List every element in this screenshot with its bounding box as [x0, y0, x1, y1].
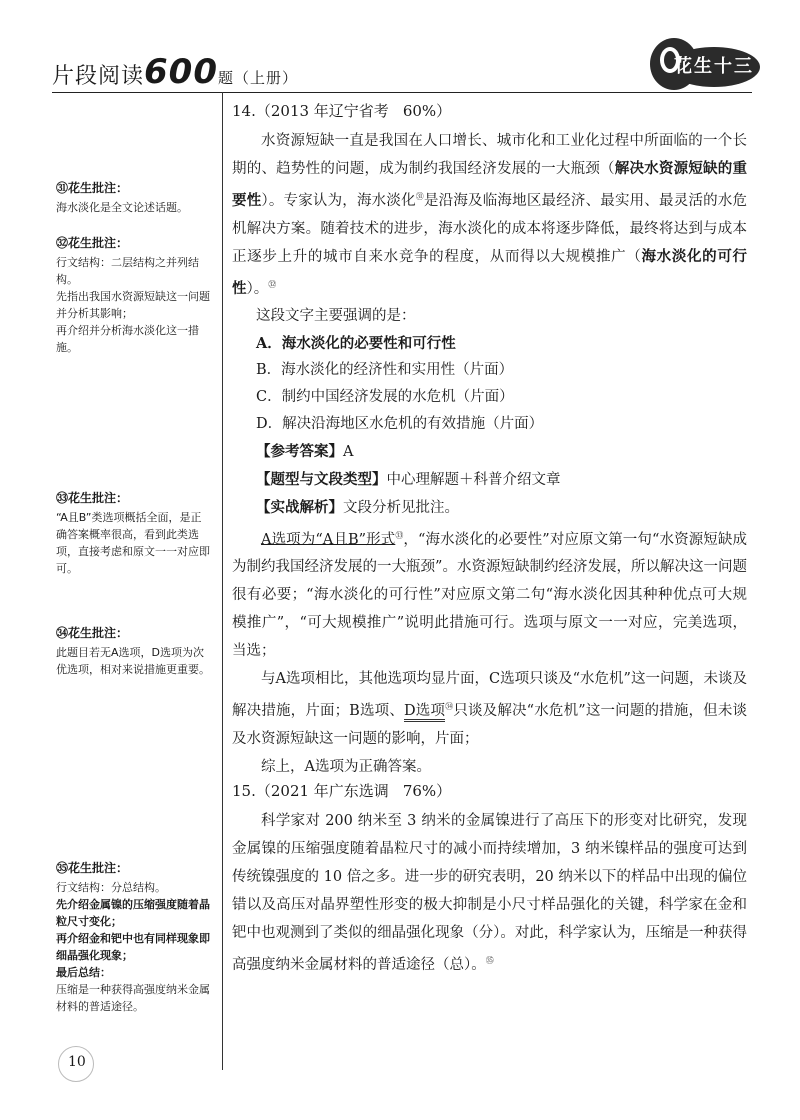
- question-accuracy: 60%）: [402, 102, 452, 120]
- side-note-31: [56, 180, 211, 216]
- note-line: 压缩是一种获得高强度纳米金属材料的普适途径。: [56, 983, 210, 1013]
- note-line: 行文结构：分总结构。: [56, 881, 166, 894]
- analysis-text: ，“海水淡化的必要性”对应原文第一句“水资源短缺成为制约我国经济发展的一大瓶颈”。水资源短缺制约经济发展，所以解决这一问题很有必要；“海水淡化的可行性”对应原文第二句“海水淡化因其种种优点可大规模推广”，“可大规模推广”说明此措施可行。选项与原文一一对应，完美选项，当选；: [232, 531, 747, 660]
- passage-text: 水资源短缺一直是我国在人口增长、城市化和工业化过程中所面临的一个长期的、趋势性的问题，成为制约我国经济发展的一大瓶颈（: [232, 133, 747, 177]
- note-title: ㉜花生批注：: [56, 236, 129, 250]
- reference-answer: [232, 438, 747, 466]
- analysis-text-underlined: D选项: [404, 703, 445, 722]
- book-title-suffix: 题: [218, 69, 235, 87]
- answer-value: A: [343, 443, 354, 460]
- analysis-paragraph: [232, 522, 747, 666]
- option-b: B．海水淡化的经济性和实用性（片面）: [256, 361, 514, 378]
- passage-text: ）。: [246, 280, 269, 297]
- passage-annotation: 海水淡化的可行性: [232, 247, 747, 297]
- column-divider: [222, 92, 223, 1070]
- passage-text: 是沿海及临海地区最经济、最实用、最灵活的水危机解决方案。随着技术的进步，海水淡化的成本将逐步降低，最终将达到与成本正逐步上升的城市自来水竞争的程度，从而得以大规模推广（: [232, 192, 748, 265]
- answer-label: 【参考答案】: [256, 442, 343, 460]
- analysis-paragraph: [232, 665, 747, 753]
- question-15: [232, 780, 747, 979]
- option-a: A．海水淡化的必要性和可行性: [256, 334, 456, 352]
- note-title: ㉟花生批注：: [56, 861, 129, 875]
- passage-text: 科学家对 200 纳米至 3 纳米的金属镍进行了高压下的形变对比研究，发现金属镍的压缩强度随着晶粒尺寸的减小而持续增加，3 纳米镍样品的强度可达到传统镍强度的 10 倍之多。进一步的研究表明，20 纳米以下的样品中出现的偏位错以及高压对晶界塑性形变的极大抑制是小尺寸样品强化的关键，科学家在金和钯中也观测到了类似的细晶强化现象（分）。对此，科学家认为，压缩是一种获得高强度纳米金属材料的普适途径（总）。: [232, 813, 747, 973]
- note-line: 再介绍金和钯中也有同样现象即细晶强化现象；: [56, 932, 210, 962]
- book-title-number: 600: [144, 52, 218, 92]
- passage-text: ）。专家认为，海水淡化: [261, 192, 416, 209]
- passage: [232, 807, 747, 979]
- note-title: ㉞花生批注：: [56, 626, 129, 640]
- analysis-value: 文段分析见批注。: [343, 499, 459, 516]
- question-source: 15.（2021 年广东选调: [232, 782, 389, 800]
- analysis-label: 【实战解析】: [256, 498, 343, 516]
- note-line: 先介绍金属镍的压缩强度随着晶粒尺寸变化；: [56, 898, 210, 928]
- note-line: 最后总结：: [56, 966, 111, 979]
- brand-logo: [644, 34, 764, 92]
- note-line: 海水淡化是全文论述话题。: [56, 201, 188, 214]
- note-ref: ㉜: [268, 279, 277, 289]
- book-title: [52, 52, 298, 92]
- side-note-33: [56, 490, 211, 577]
- question-title: [232, 780, 747, 801]
- note-ref: ㉟: [485, 956, 494, 965]
- page-number: 10: [68, 1054, 86, 1070]
- side-note-35: [56, 860, 211, 1015]
- analysis-conclusion: 综上，A选项为正确答案。: [261, 759, 431, 776]
- analysis-text: 与A选项相比，其他选项均显片面，C选项只谈及“水危机”这一问题，未谈及解决措施，片面；B选项、: [232, 671, 747, 720]
- note-line: 先指出我国水资源短缺这一问题并分析其影响；: [56, 290, 210, 320]
- note-line: “A且B”类选项概括全面，是正确答案概率很高，看到此类选项，直接考虑和原文一一对应即可。: [56, 511, 210, 575]
- type-label: 【题型与文段类型】: [256, 470, 387, 488]
- book-volume: （上册）: [234, 69, 299, 87]
- question-type: [232, 466, 747, 494]
- brand-text: 花生十三: [674, 56, 754, 77]
- option-d: D．解决沿海地区水危机的有效措施（片面）: [256, 415, 544, 432]
- analysis-heading: [232, 494, 747, 522]
- note-line: 行文结构：二层结构之并列结构。: [56, 256, 199, 286]
- passage-annotation: 解决水资源短缺的重要性: [232, 160, 747, 209]
- question-14: [232, 100, 747, 781]
- question-accuracy: 76%）: [402, 782, 452, 800]
- type-value: 中心理解题＋科普介绍文章: [386, 471, 561, 488]
- question-stem: 这段文字主要强调的是：: [256, 307, 416, 324]
- passage: [232, 127, 747, 303]
- header-rule: [52, 92, 752, 93]
- question-source: 14.（2013 年辽宁省考: [232, 102, 389, 120]
- note-line: 再介绍并分析海水淡化这一措施。: [56, 324, 199, 354]
- note-title: ㉛花生批注：: [56, 181, 129, 195]
- analysis-text-underlined: A选项为“A且B”形式: [261, 531, 396, 548]
- side-note-34: [56, 625, 211, 678]
- note-line: 此题目若无A选项，D选项为次优选项，相对来说措施更重要。: [56, 646, 210, 676]
- note-ref: ㉞: [445, 702, 454, 712]
- analysis-text: 只谈及解决“水危机”这一问题的措施，但未谈及水资源短缺这一问题的影响，片面；: [232, 703, 748, 748]
- book-title-text: 片段阅读: [52, 64, 145, 89]
- option-c: C．制约中国经济发展的水危机（片面）: [256, 388, 514, 405]
- note-ref: ㉝: [395, 530, 404, 540]
- note-ref: ㉛: [415, 192, 424, 201]
- side-note-32: [56, 235, 211, 356]
- question-title: [232, 100, 747, 121]
- note-title: ㉝花生批注：: [56, 491, 129, 505]
